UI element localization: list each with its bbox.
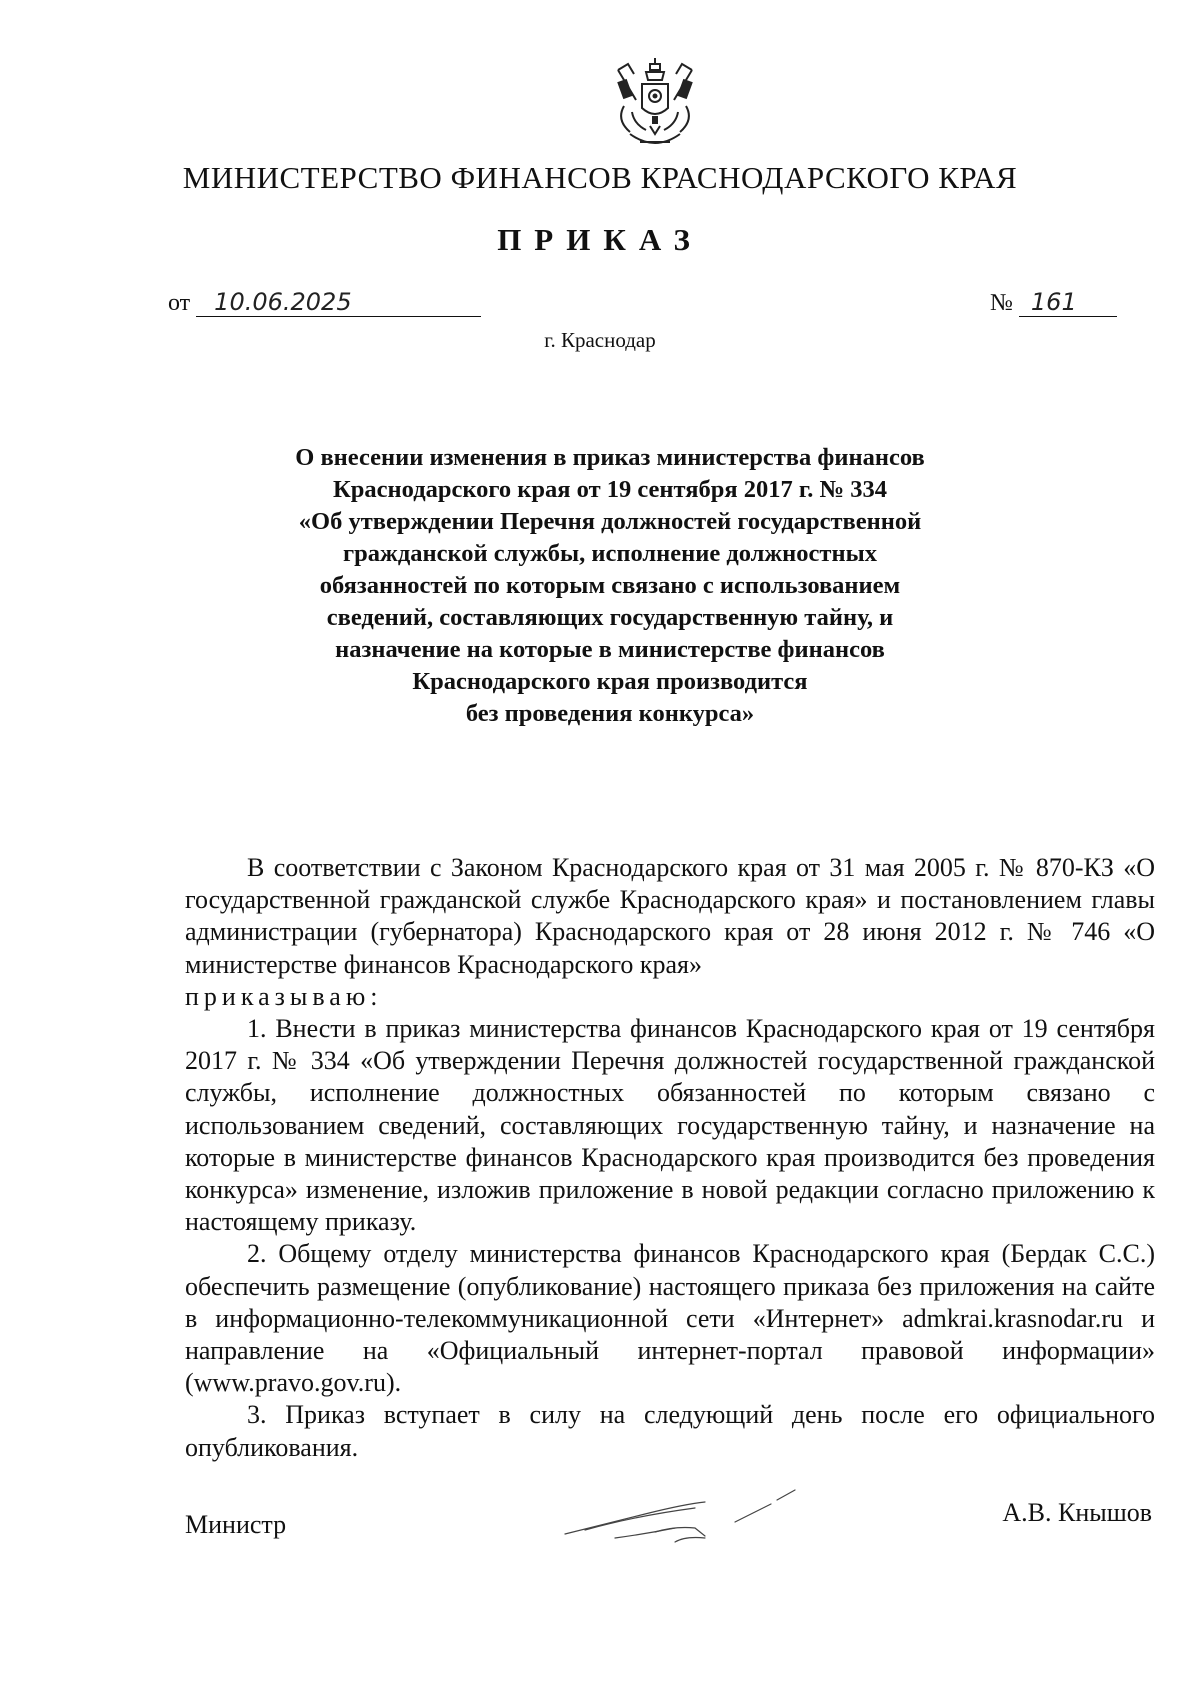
signer-name: А.В. Кнышов: [1002, 1498, 1152, 1527]
signer-role: Министр: [185, 1510, 287, 1539]
date-prefix: от: [168, 290, 191, 316]
order-date-line: [168, 290, 481, 317]
city-line: г. Краснодар: [544, 328, 656, 352]
title-line: сведений, составляющих государственную тайну, и: [326, 604, 894, 631]
order-word: приказываю:: [185, 981, 383, 1011]
title-line: гражданской службы, исполнение должностных: [343, 540, 877, 567]
order-word-paragraph: [185, 981, 1155, 1013]
title-line: обязанностей по которым связано с использованием: [319, 572, 901, 599]
handwritten-date: 10.06.2025: [214, 288, 352, 316]
ministry-name: МИНИСТЕРСТВО ФИНАНСОВ КРАСНОДАРСКОГО КРАЯ: [182, 160, 1018, 195]
item-2-paragraph: 2. Общему отделу министерства финансов Краснодарского края (Бердак С.С.) обеспечить размещение (опубликование) настоящего приказа без приложения на сайте в информационно-телекоммуникационной сети «Интернет» admkrai.krasnodar.ru и направление на «Официальный интернет-портал правовой информации» (www.pravo.gov.ru).: [185, 1239, 1155, 1398]
order-title: [230, 442, 990, 730]
title-line: назначение на которые в министерстве финансов: [335, 636, 885, 663]
number-field: [1019, 290, 1117, 317]
title-line: без проведения конкурса»: [465, 700, 755, 727]
number-prefix: №: [990, 290, 1013, 316]
preamble-paragraph: В соответствии с Законом Краснодарского края от 31 мая 2005 г. № 870-КЗ «О государственной гражданской службе Краснодарского края» и постановлением главы администрации (губернатора) Краснодарского края от 28 июня 2012 г. № 746 «О министерстве финансов Краснодарского края»: [185, 853, 1155, 979]
title-line: Краснодарского края производится: [412, 668, 808, 695]
date-field: [196, 290, 481, 317]
document-type-heading: ПРИКАЗ: [497, 222, 703, 257]
title-line: Краснодарского края от 19 сентября 2017 г. № 334: [333, 476, 887, 503]
handwritten-number: 161: [1030, 288, 1077, 316]
handwritten-signature: [555, 1482, 825, 1552]
title-line: О внесении изменения в приказ министерства финансов: [295, 444, 925, 471]
item-1-paragraph: 1. Внести в приказ министерства финансов Краснодарского края от 19 сентября 2017 г. № 334 «Об утверждении Перечня должностей государственной гражданской службы, исполнение должностных обязанностей по которым связано с использованием сведений, составляющих государственную тайну, и назначение на которые в министерстве финансов Краснодарского края производится без проведения конкурса» изменение, изложив приложение в новой редакции согласно приложению к настоящему приказу.: [185, 1014, 1155, 1237]
order-body: [185, 852, 1155, 1464]
item-3-paragraph: 3. Приказ вступает в силу на следующий день после его официального опубликования.: [185, 1400, 1155, 1462]
order-number-line: [990, 290, 1117, 317]
coat-of-arms-icon: [610, 56, 700, 152]
title-line: «Об утверждении Перечня должностей государственной: [298, 508, 922, 535]
